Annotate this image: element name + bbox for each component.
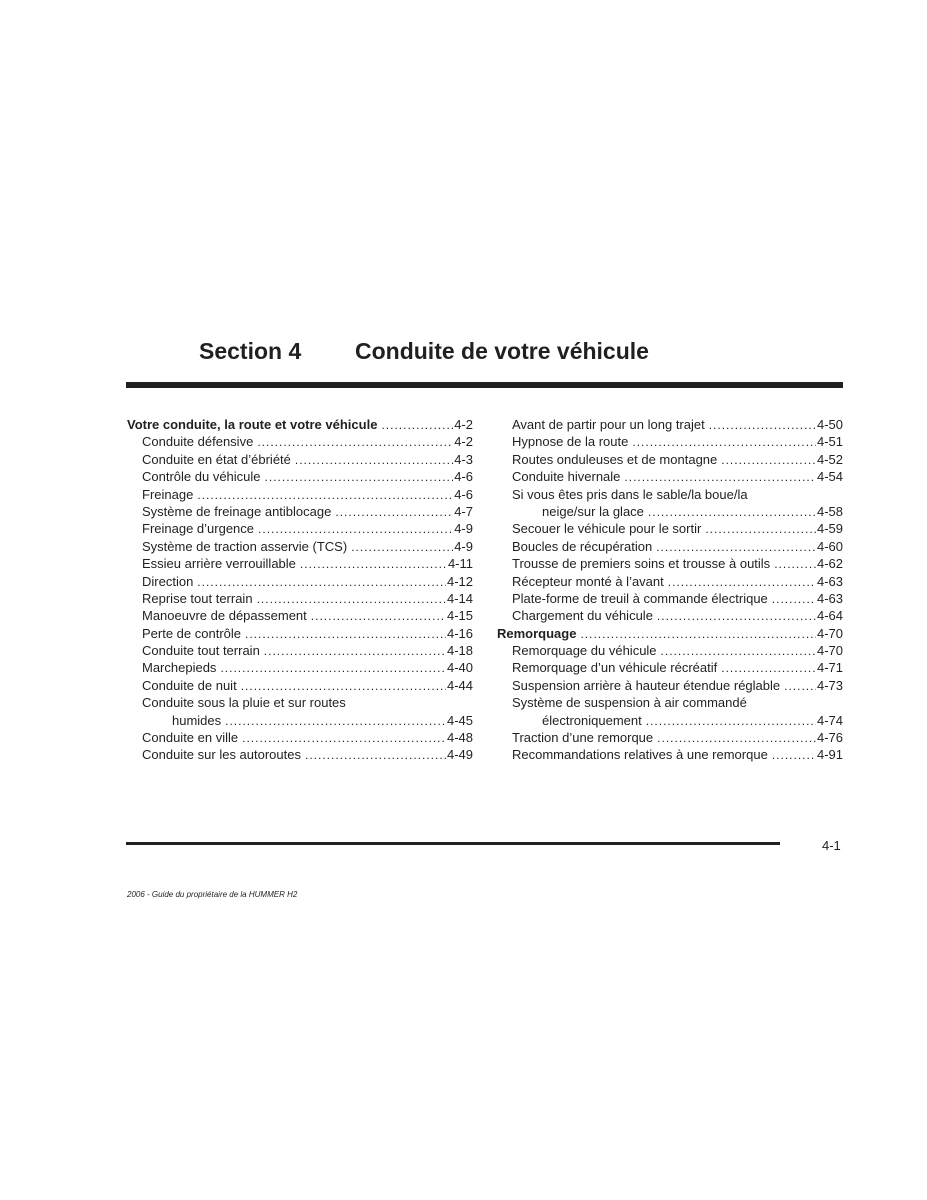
- dot-leader: [624, 469, 816, 486]
- toc-entry-title: Chargement du véhicule: [512, 608, 653, 624]
- toc-entry[interactable]: [127, 659, 473, 676]
- toc-entry-title: neige/sur la glace: [542, 503, 644, 519]
- toc-entry-title: Freinage d’urgence: [142, 521, 255, 537]
- toc-entry-page: 4-18: [446, 643, 473, 659]
- toc-entry-page: 4-63: [816, 573, 843, 589]
- dot-leader: [646, 713, 816, 730]
- toc-entry-title: Marchepieds: [142, 660, 217, 676]
- dot-leader: [305, 747, 446, 764]
- dot-leader: [351, 539, 453, 556]
- toc-entry-title: Routes onduleuses et de montagne: [512, 451, 718, 467]
- dot-leader: [257, 434, 453, 451]
- toc-entry-title: Remorquage du véhicule: [512, 643, 657, 659]
- toc-entry-title: Si vous êtes pris dans le sable/la boue/la: [512, 486, 748, 502]
- dot-leader: [335, 504, 453, 521]
- toc-entry-title: Suspension arrière à hauteur étendue réglable: [512, 677, 781, 693]
- toc-entry-page: 4-73: [816, 677, 843, 693]
- heading-rule: [126, 382, 843, 388]
- dot-leader: [257, 591, 446, 608]
- toc-entry[interactable]: [127, 573, 473, 590]
- toc-entry-title: Freinage: [142, 486, 194, 502]
- toc-entry-title: Hypnose de la route: [512, 434, 629, 450]
- toc-entry[interactable]: [127, 590, 473, 607]
- dot-leader: [242, 730, 446, 747]
- dot-leader: [772, 591, 816, 608]
- toc-entry[interactable]: [127, 607, 473, 624]
- toc-entry[interactable]: [127, 625, 473, 642]
- toc-entry-title: Système de suspension à air commandé: [512, 695, 747, 711]
- toc-entry[interactable]: [497, 416, 843, 433]
- toc-entry-title: humides: [172, 712, 222, 728]
- section-title: Conduite de votre véhicule: [355, 338, 649, 364]
- toc-entry-page: 4-2: [454, 434, 473, 450]
- toc-entry-title: Remorquage: [497, 625, 577, 641]
- toc-entry[interactable]: [497, 486, 843, 503]
- toc-entry-page: 4-63: [816, 590, 843, 606]
- dot-leader: [381, 417, 453, 434]
- dot-leader: [225, 713, 446, 730]
- toc-entry[interactable]: [127, 712, 473, 729]
- toc-entry[interactable]: [127, 677, 473, 694]
- dot-leader: [220, 660, 446, 677]
- toc-entry-page: 4-11: [447, 556, 473, 572]
- toc-entry[interactable]: [497, 729, 843, 746]
- dot-leader: [632, 434, 816, 451]
- toc-entry-page: 4-16: [446, 625, 473, 641]
- toc-entry-title: Votre conduite, la route et votre véhicule: [127, 417, 378, 432]
- dot-leader: [661, 643, 816, 660]
- dot-leader: [311, 608, 446, 625]
- dot-leader: [656, 539, 816, 556]
- dot-leader: [265, 469, 454, 486]
- toc-entry[interactable]: [497, 607, 843, 624]
- toc-entry-title: Avant de partir pour un long trajet: [512, 417, 705, 432]
- toc-entry-page: 4-54: [816, 469, 843, 485]
- toc-entry[interactable]: [127, 416, 473, 433]
- dot-leader: [258, 521, 453, 538]
- toc-entry[interactable]: [127, 729, 473, 746]
- toc-entry-title: Plate-forme de treuil à commande électrique: [512, 590, 768, 606]
- toc-entry-title: Contrôle du véhicule: [142, 469, 261, 485]
- toc-entry-page: 4-45: [446, 712, 473, 728]
- toc-entry[interactable]: [497, 468, 843, 485]
- dot-leader: [300, 556, 447, 573]
- toc-entry[interactable]: [127, 503, 473, 520]
- toc-entry-page: 4-64: [816, 608, 843, 624]
- toc-entry[interactable]: [127, 555, 473, 572]
- toc-entry-page: 4-71: [816, 660, 843, 676]
- toc-entry[interactable]: [127, 538, 473, 555]
- toc-entry-page: 4-9: [454, 538, 473, 554]
- toc-column-left: [127, 416, 473, 764]
- toc-entry[interactable]: [497, 642, 843, 659]
- toc-entry[interactable]: [497, 503, 843, 520]
- toc-entry-title: Conduite sous la pluie et sur routes: [142, 695, 346, 711]
- toc-entry-page: 4-44: [446, 677, 473, 693]
- dot-leader: [709, 417, 816, 434]
- toc-entry-title: Conduite en état d’ébriété: [142, 451, 291, 467]
- dot-leader: [721, 660, 816, 677]
- dot-leader: [197, 487, 453, 504]
- toc-entry-title: Perte de contrôle: [142, 625, 242, 641]
- toc-entry[interactable]: [497, 555, 843, 572]
- toc-entry-title: Recommandations relatives à une remorque: [512, 747, 768, 763]
- toc-entry-page: 4-58: [816, 503, 843, 519]
- toc-entry[interactable]: [127, 642, 473, 659]
- toc-entry-page: 4-6: [454, 486, 473, 502]
- toc-entry-page: 4-9: [454, 521, 473, 537]
- toc-entry[interactable]: [497, 538, 843, 555]
- dot-leader: [772, 747, 816, 764]
- toc-entry-title: Conduite défensive: [142, 434, 254, 450]
- toc-entry-title: Secouer le véhicule pour le sortir: [512, 521, 702, 537]
- toc-entry-page: 4-70: [816, 643, 843, 659]
- toc-entry-title: Conduite sur les autoroutes: [142, 747, 301, 763]
- toc-column-right: [497, 416, 843, 764]
- toc-entry[interactable]: [497, 520, 843, 537]
- toc-entry-page: 4-3: [454, 451, 473, 467]
- toc-entry-title: Manoeuvre de dépassement: [142, 608, 307, 624]
- toc-entry[interactable]: [497, 659, 843, 676]
- dot-leader: [295, 452, 453, 469]
- toc-entry-page: 4-59: [816, 521, 843, 537]
- toc-entry-page: 4-14: [446, 590, 473, 606]
- toc-entry-page: 4-60: [816, 538, 843, 554]
- toc-entry[interactable]: [127, 486, 473, 503]
- toc-entry-page: 4-49: [446, 747, 473, 763]
- dot-leader: [657, 608, 816, 625]
- dot-leader: [264, 643, 446, 660]
- toc-entry-title: Traction d’une remorque: [512, 730, 654, 746]
- toc-entry-page: 4-12: [446, 573, 473, 589]
- toc-entry-title: Boucles de récupération: [512, 538, 653, 554]
- dot-leader: [245, 626, 446, 643]
- dot-leader: [657, 730, 816, 747]
- toc-entry[interactable]: [497, 677, 843, 694]
- toc-entry-title: Trousse de premiers soins et trousse à outils: [512, 556, 771, 572]
- toc-entry-page: 4-74: [816, 712, 843, 728]
- toc-entry[interactable]: [127, 468, 473, 485]
- toc-entry-page: 4-62: [816, 556, 843, 572]
- toc-entry-title: Direction: [142, 573, 194, 589]
- toc-entry-page: 4-52: [816, 451, 843, 467]
- toc-entry-title: électroniquement: [542, 712, 642, 728]
- dot-leader: [668, 574, 816, 591]
- toc-entry-page: 4-40: [446, 660, 473, 676]
- toc-entry[interactable]: [497, 573, 843, 590]
- dot-leader: [197, 574, 446, 591]
- dot-leader: [580, 626, 816, 643]
- toc-entry[interactable]: [127, 520, 473, 537]
- toc-entry[interactable]: [497, 694, 843, 711]
- toc-entry-title: Système de traction asservie (TCS): [142, 538, 348, 554]
- footer-text: 2006 - Guide du propriétaire de la HUMMER H2: [127, 890, 298, 899]
- toc-entry-title: Conduite en ville: [142, 730, 239, 746]
- toc-entry[interactable]: [497, 590, 843, 607]
- dot-leader: [721, 452, 816, 469]
- toc-entry[interactable]: [497, 712, 843, 729]
- toc-entry-title: Conduite tout terrain: [142, 643, 260, 659]
- toc-entry-page: 4-91: [816, 747, 843, 763]
- toc-entry-page: 4-48: [446, 730, 473, 746]
- toc-entry[interactable]: [497, 625, 843, 642]
- toc-entry-page: 4-15: [446, 608, 473, 624]
- dot-leader: [784, 678, 816, 695]
- toc-entry-page: 4-2: [454, 417, 473, 432]
- toc-entry-page: 4-7: [454, 503, 473, 519]
- toc-entry-title: Conduite hivernale: [512, 469, 621, 485]
- toc-entry-title: Conduite de nuit: [142, 677, 237, 693]
- toc-entry[interactable]: [497, 746, 843, 763]
- toc-entry-title: Remorquage d’un véhicule récréatif: [512, 660, 718, 676]
- toc-entry[interactable]: [127, 451, 473, 468]
- page-number: 4-1: [822, 838, 841, 853]
- toc-entry-title: Essieu arrière verrouillable: [142, 556, 296, 572]
- toc-entry-page: 4-6: [454, 469, 473, 485]
- toc-entry-page: 4-50: [816, 417, 843, 432]
- section-heading: [199, 338, 649, 365]
- toc-entry[interactable]: [497, 433, 843, 450]
- toc-entry-title: Reprise tout terrain: [142, 590, 253, 606]
- toc-entry[interactable]: [127, 694, 473, 711]
- toc-entry-page: 4-70: [816, 625, 843, 641]
- toc-entry-title: Récepteur monté à l’avant: [512, 573, 664, 589]
- toc-entry-title: Système de freinage antiblocage: [142, 503, 332, 519]
- toc-entry-page: 4-76: [816, 730, 843, 746]
- toc-entry[interactable]: [127, 433, 473, 450]
- dot-leader: [648, 504, 816, 521]
- dot-leader: [241, 678, 446, 695]
- dot-leader: [705, 521, 816, 538]
- dot-leader: [774, 556, 816, 573]
- footer-rule: [126, 842, 780, 845]
- toc-entry-page: 4-51: [816, 434, 843, 450]
- section-label: Section 4: [199, 338, 302, 364]
- toc-entry[interactable]: [497, 451, 843, 468]
- toc-entry[interactable]: [127, 746, 473, 763]
